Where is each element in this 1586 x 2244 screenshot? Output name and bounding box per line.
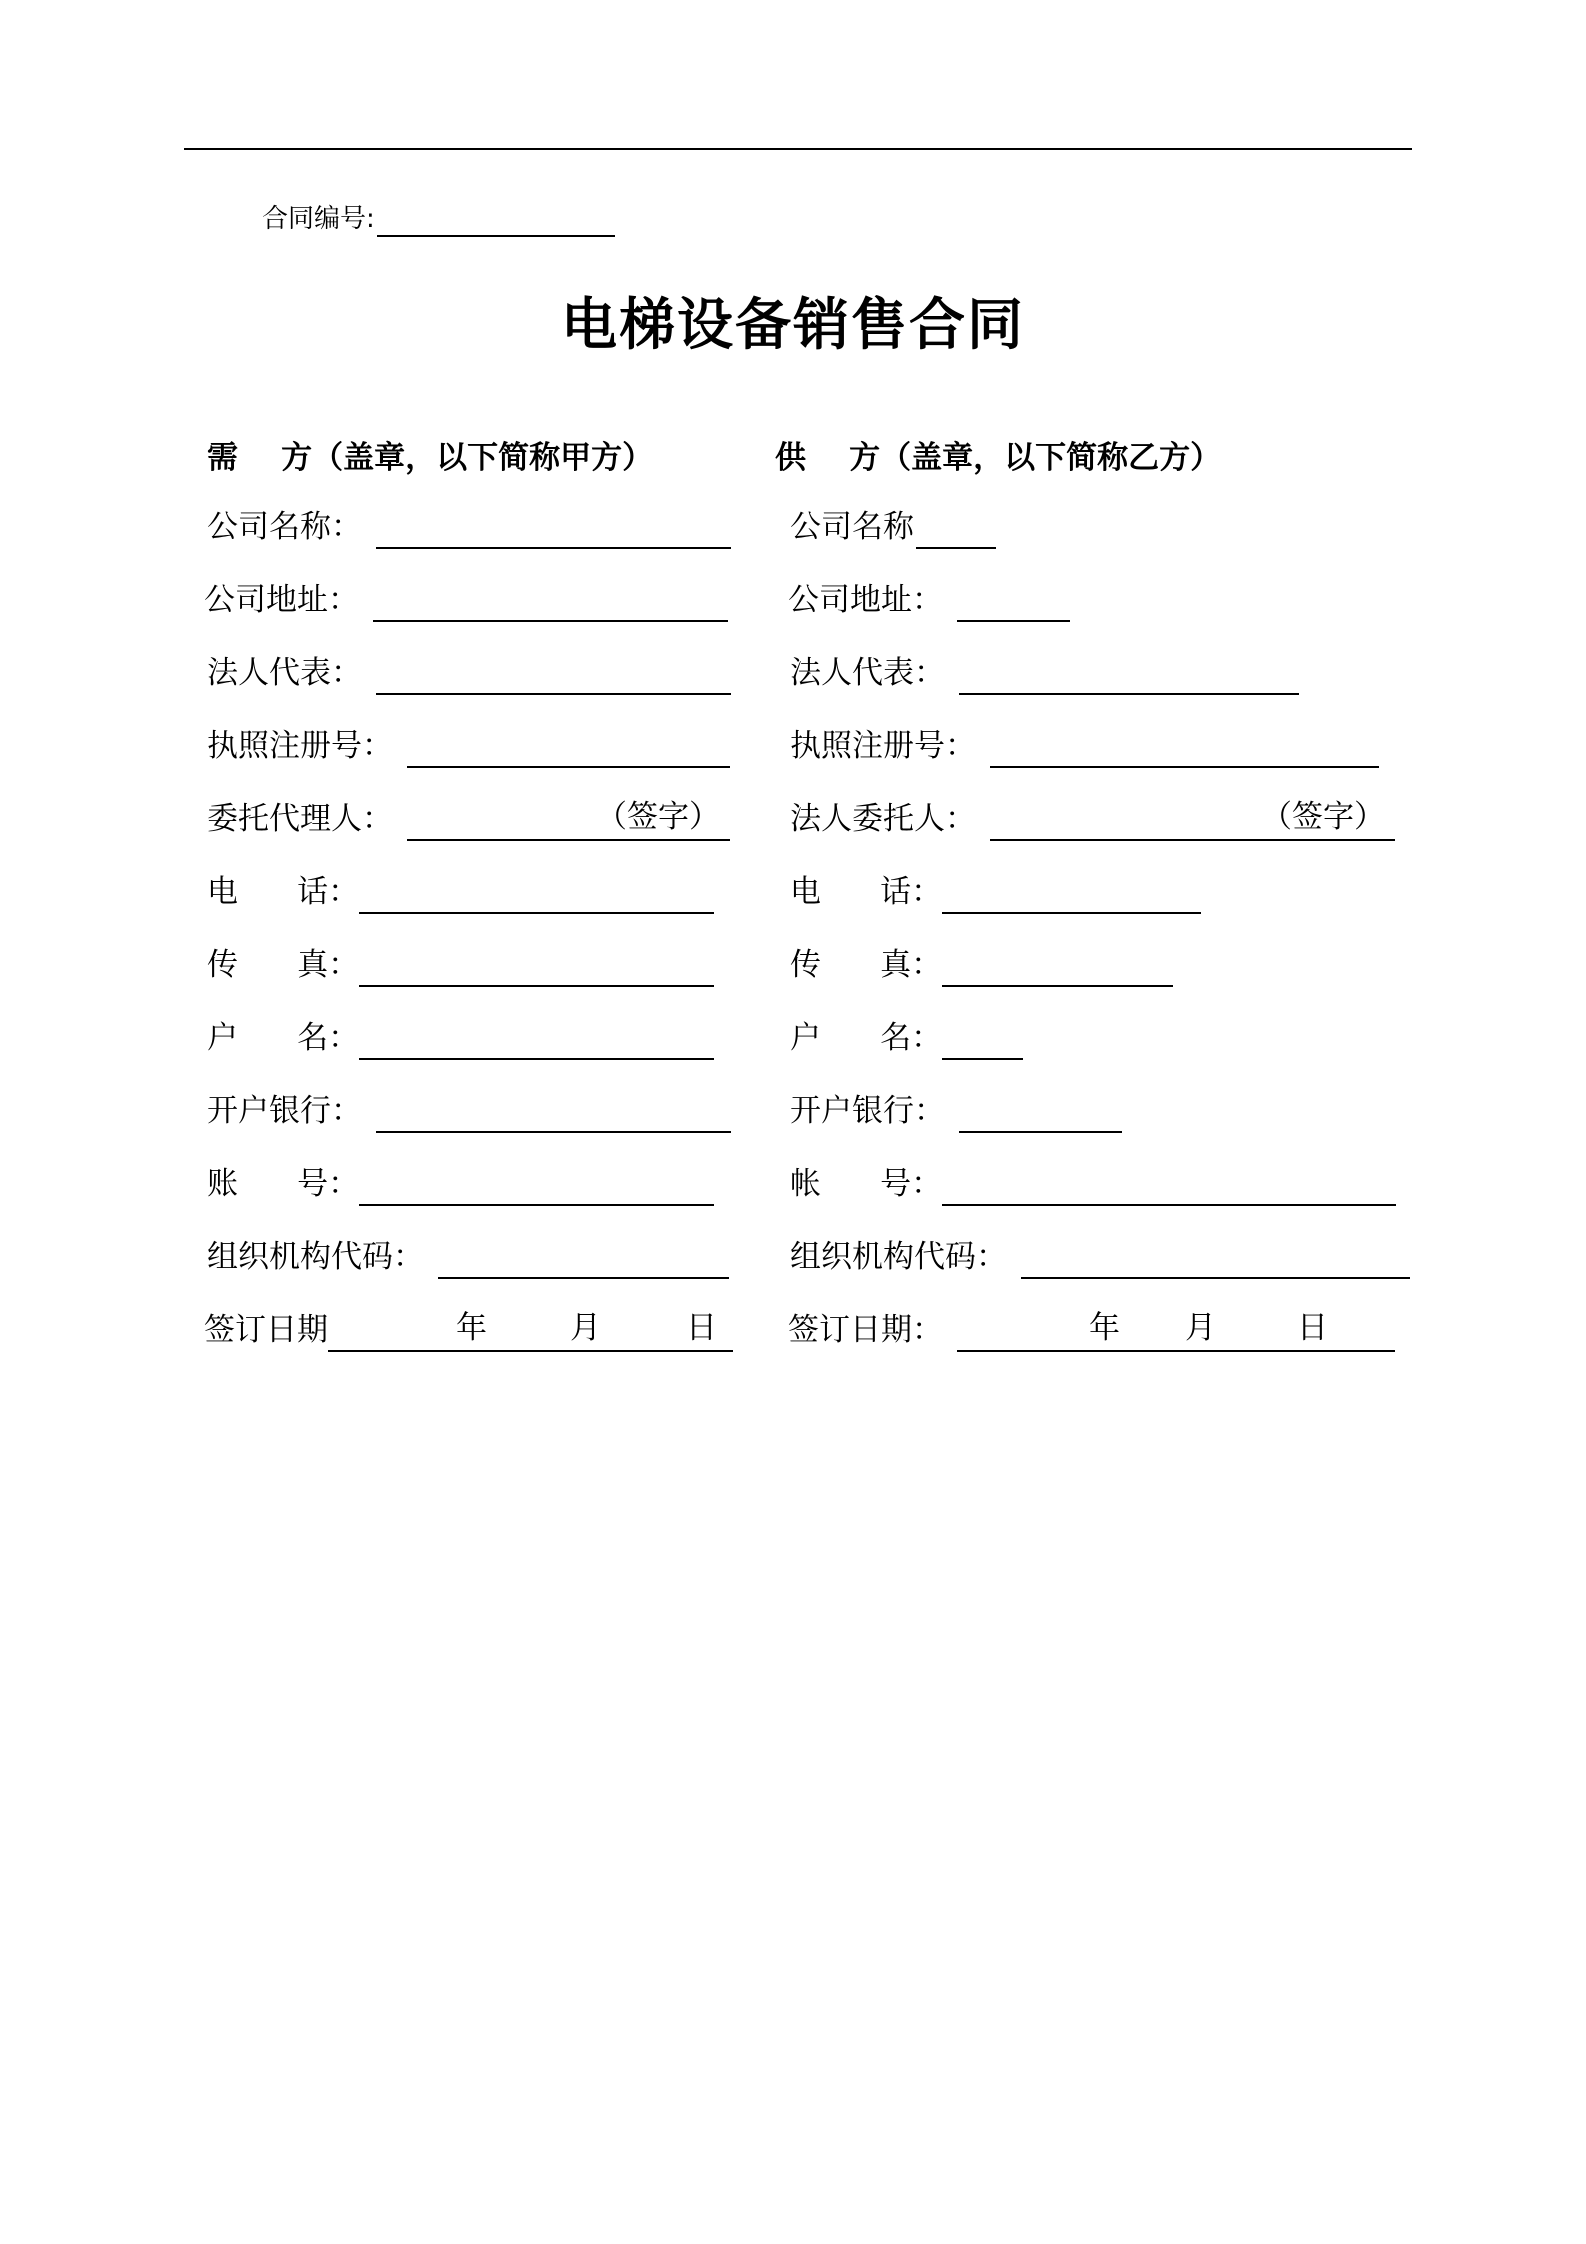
contract-number	[262, 201, 615, 237]
buyer-company-address-row	[204, 578, 728, 622]
header-rule	[184, 148, 1412, 150]
seller-company-name-label: 公司名称	[790, 509, 914, 545]
buyer-legal-rep-row	[207, 651, 731, 695]
buyer-bank-field[interactable]	[376, 1091, 731, 1133]
buyer-company-name-row	[207, 505, 731, 549]
seller-account-no-row	[790, 1162, 1396, 1206]
seller-legal-rep-row	[790, 651, 1299, 695]
seller-account-name-field[interactable]	[942, 1018, 1023, 1060]
seller-org-code-row	[790, 1235, 1410, 1279]
buyer-account-name-field[interactable]	[359, 1018, 714, 1060]
seller-org-code-field[interactable]	[1021, 1237, 1410, 1279]
buyer-license-no-field[interactable]	[407, 726, 730, 768]
seller-date-day: 日	[1297, 1310, 1328, 1346]
buyer-account-no-field[interactable]	[359, 1164, 714, 1206]
seller-org-code-label: 组织机构代码：	[790, 1239, 1007, 1275]
buyer-account-name-row	[207, 1016, 714, 1060]
seller-authorized-row	[790, 797, 1395, 841]
buyer-org-code-label: 组织机构代码：	[207, 1239, 424, 1275]
buyer-fax-row	[207, 943, 714, 987]
seller-date-year: 年	[1089, 1310, 1120, 1346]
buyer-org-code-field[interactable]	[438, 1237, 729, 1279]
seller-authorized-label: 法人委托人：	[790, 801, 976, 837]
buyer-license-no-label: 执照注册号：	[207, 728, 393, 764]
buyer-account-name-label: 户 名：	[207, 1020, 360, 1056]
buyer-date-day: 日	[686, 1310, 717, 1346]
buyer-account-no-row	[207, 1162, 714, 1206]
seller-bank-field[interactable]	[959, 1091, 1122, 1133]
buyer-company-name-field[interactable]	[376, 507, 731, 549]
document-title: 电梯设备销售合同	[561, 293, 1025, 358]
seller-legal-rep-label: 法人代表：	[790, 655, 945, 691]
seller-account-name-label: 户 名：	[790, 1020, 943, 1056]
buyer-agent-signature-note: （签字）	[596, 799, 720, 835]
buyer-heading: 需 方（盖章，以下简称甲方）	[207, 440, 654, 476]
seller-company-address-row	[788, 578, 1070, 622]
buyer-legal-rep-field[interactable]	[376, 653, 731, 695]
seller-license-no-label: 执照注册号：	[790, 728, 976, 764]
seller-phone-row	[790, 870, 1201, 914]
buyer-sign-date-row	[204, 1308, 733, 1352]
buyer-org-code-row	[207, 1235, 729, 1279]
seller-sign-date-field[interactable]	[957, 1310, 1395, 1352]
buyer-phone-field[interactable]	[359, 872, 714, 914]
buyer-sign-date-label: 签订日期	[204, 1312, 328, 1348]
seller-heading: 供 方（盖章，以下简称乙方）	[775, 440, 1222, 476]
seller-fax-label: 传 真：	[790, 947, 943, 983]
buyer-phone-row	[207, 870, 714, 914]
buyer-fax-field[interactable]	[359, 945, 714, 987]
buyer-company-name-label: 公司名称：	[207, 509, 362, 545]
buyer-company-address-label: 公司地址：	[204, 582, 359, 618]
buyer-phone-label: 电 话：	[207, 874, 360, 910]
seller-company-name-field[interactable]	[916, 507, 996, 549]
buyer-date-month: 月	[570, 1310, 601, 1346]
seller-fax-field[interactable]	[942, 945, 1173, 987]
seller-company-address-label: 公司地址：	[788, 582, 943, 618]
seller-sign-date-row	[788, 1308, 1395, 1352]
seller-authorized-field[interactable]	[990, 799, 1395, 841]
buyer-company-address-field[interactable]	[373, 580, 728, 622]
seller-bank-row	[790, 1089, 1122, 1133]
buyer-bank-label: 开户银行：	[207, 1093, 362, 1129]
seller-account-no-field[interactable]	[942, 1164, 1396, 1206]
seller-account-no-label: 帐 号：	[790, 1166, 943, 1202]
seller-fax-row	[790, 943, 1173, 987]
buyer-account-no-label: 账 号：	[207, 1166, 360, 1202]
buyer-date-year: 年	[456, 1310, 487, 1346]
seller-company-address-field[interactable]	[957, 580, 1070, 622]
seller-phone-field[interactable]	[942, 872, 1201, 914]
seller-sign-date-label: 签订日期：	[788, 1312, 943, 1348]
seller-company-name-row	[790, 505, 996, 549]
seller-license-no-field[interactable]	[990, 726, 1379, 768]
buyer-sign-date-field[interactable]	[328, 1310, 733, 1352]
seller-date-month: 月	[1185, 1310, 1216, 1346]
buyer-fax-label: 传 真：	[207, 947, 360, 983]
contract-number-field[interactable]	[377, 203, 615, 237]
seller-phone-label: 电 话：	[790, 874, 943, 910]
buyer-legal-rep-label: 法人代表：	[207, 655, 362, 691]
seller-authorized-signature-note: （签字）	[1261, 799, 1385, 835]
buyer-license-no-row	[207, 724, 730, 768]
contract-number-label: 合同编号:	[262, 204, 375, 234]
buyer-bank-row	[207, 1089, 731, 1133]
buyer-agent-field[interactable]	[407, 799, 730, 841]
seller-license-no-row	[790, 724, 1379, 768]
seller-legal-rep-field[interactable]	[959, 653, 1299, 695]
buyer-agent-label: 委托代理人：	[207, 801, 393, 837]
buyer-agent-row	[207, 797, 730, 841]
seller-bank-label: 开户银行：	[790, 1093, 945, 1129]
seller-account-name-row	[790, 1016, 1023, 1060]
